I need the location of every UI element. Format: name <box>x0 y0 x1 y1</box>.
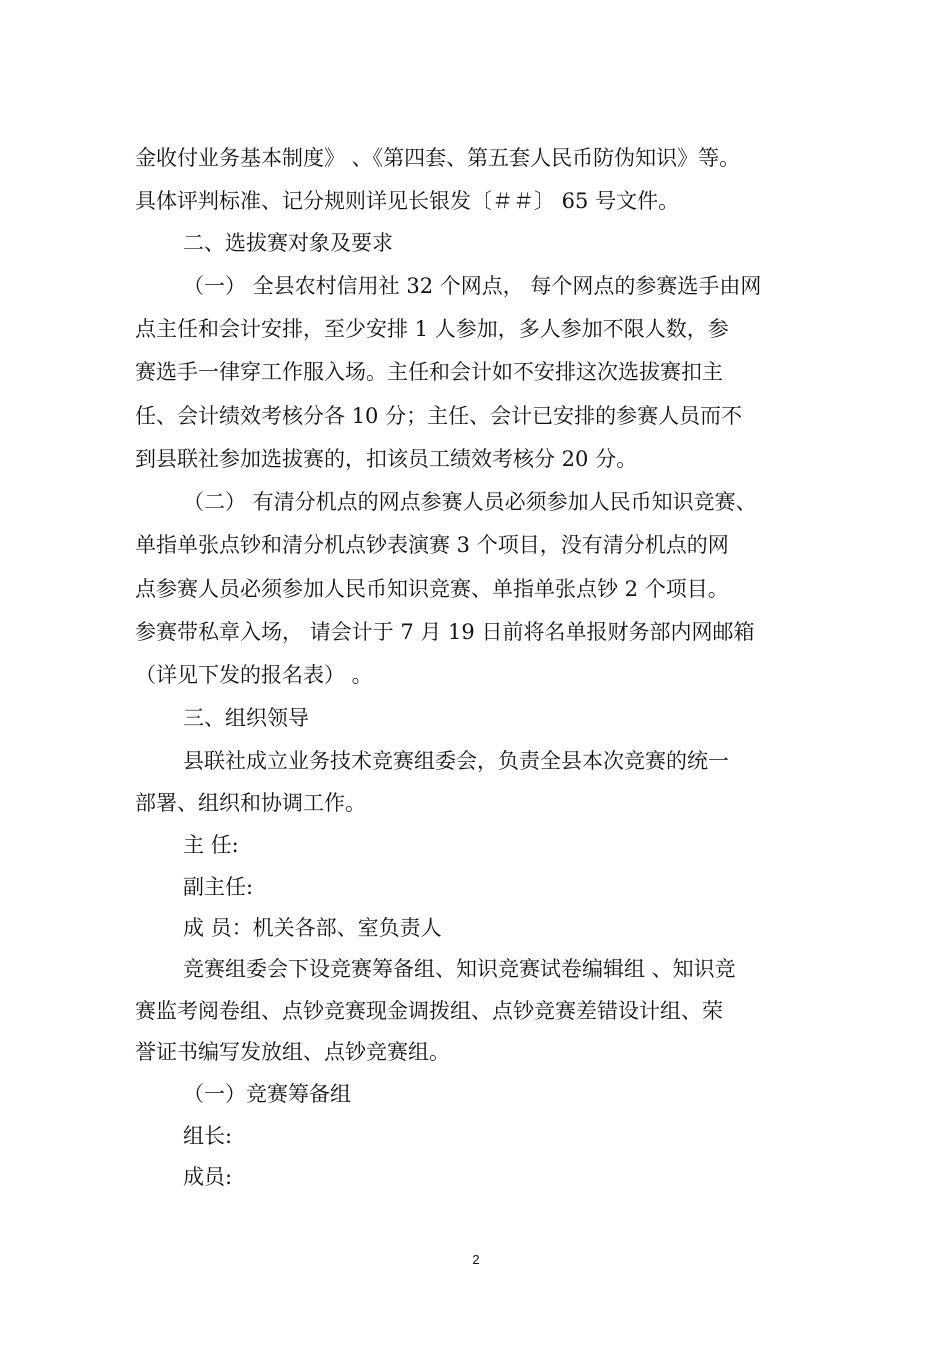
text-line: 具体评判标准、记分规则详见长银发〔＃＃〕 65 号文件。 <box>135 189 680 213</box>
text-line: 赛选手一律穿工作服入场。主任和会计如不安排这次选拔赛扣主 <box>135 360 723 384</box>
text-line: 点参赛人员必须参加人民币知识竞赛、单指单张点钞 2 个项目。 <box>135 577 729 601</box>
page-number: 2 <box>472 1252 480 1267</box>
section-heading: 三、组织领导 <box>183 706 309 730</box>
text-line: （一） 全县农村信用社 32 个网点， 每个网点的参赛选手由网 <box>183 274 762 298</box>
text-line: 县联社成立业务技术竞赛组委会，负责全县本次竞赛的统一 <box>183 749 729 773</box>
text-line: 赛监考阅卷组、点钞竞赛现金调拨组、点钞竞赛差错设计组、荣 <box>135 999 723 1023</box>
text-line: 竞赛组委会下设竞赛筹备组、知识竞赛试卷编辑组 、知识竞 <box>183 957 736 981</box>
text-line: 成员: <box>183 1165 233 1189</box>
text-line: 点主任和会计安排，至少安排 1 人参加，多人参加不限人数，参 <box>135 317 729 341</box>
text-line: 参赛带私章入场， 请会计于 7 月 19 日前将名单报财务部内网邮箱 <box>135 620 755 644</box>
text-line: 部署、组织和协调工作。 <box>135 791 366 815</box>
text-line: 到县联社参加选拔赛的，扣该员工绩效考核分 20 分。 <box>135 447 638 471</box>
text-line: 组长: <box>183 1124 233 1148</box>
text-line: 主 任: <box>183 833 239 857</box>
text-line: 金收付业务基本制度》 、《第四套、第五套人民币防伪知识》等。 <box>135 146 741 170</box>
text-line: （二） 有清分机点的网点参赛人员必须参加人民币知识竞赛、 <box>183 490 757 514</box>
section-heading: 二、选拔赛对象及要求 <box>183 231 393 255</box>
text-line: 副主任: <box>183 875 254 899</box>
text-line: 任、会计绩效考核分各 10 分；主任、会计已安排的参赛人员而不 <box>135 404 743 428</box>
text-line: 单指单张点钞和清分机点钞表演赛 3 个项目，没有清分机点的网 <box>135 533 729 557</box>
text-line: 成 员：机关各部、室负责人 <box>183 916 442 940</box>
text-line: （详见下发的报名表） 。 <box>135 663 373 687</box>
text-line: 誉证书编写发放组、点钞竞赛组。 <box>135 1040 450 1064</box>
subsection-heading: （一）竞赛筹备组 <box>183 1082 351 1106</box>
